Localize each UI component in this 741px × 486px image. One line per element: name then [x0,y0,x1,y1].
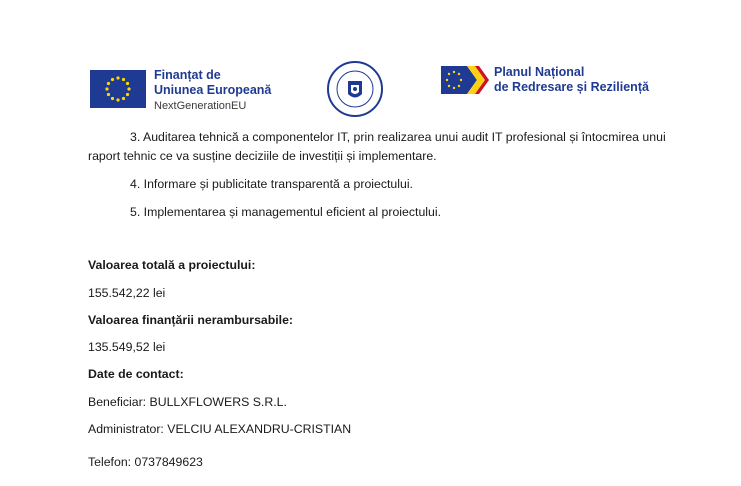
government-seal-icon [327,61,383,117]
administrator: Administrator: VELCIU ALEXANDRU-CRISTIAN [88,422,352,436]
header-logos [0,60,741,120]
grant-value-label: Valoarea finanțării nerambursabile: [88,313,294,327]
grant-value: 135.549,52 lei [88,340,166,354]
eu-star-icon [111,97,114,100]
pnrr-line2: de Redresare și Reziliență [494,80,649,94]
list-item-information: 4. Informare și publicitate transparentă a proiectului. [130,177,413,191]
document-body [88,128,668,222]
contact-label: Date de contact: [88,367,184,381]
eu-star-icon [107,82,110,85]
eu-star-icon [126,82,129,85]
phone: Telefon: 0737849623 [88,455,203,469]
list-item-audit: 3. Auditarea tehnică a componentelor IT, prin realizarea unui audit IT profesional și întocmirea unui raport tehnic ce va susține deciziile de investiții și implementare. [88,130,666,163]
eu-star-icon [111,78,114,81]
eu-star-icon [127,87,130,90]
eu-line1: Finanțat de [154,68,221,82]
pnrr-flag-icon [441,66,489,94]
eu-star-icon [122,97,125,100]
eu-line2: Uniunea Europeană [154,83,272,97]
eu-star-icon [126,93,129,96]
eu-star-icon [105,87,108,90]
eu-flag-icon [90,70,146,108]
eu-star-icon [116,98,119,101]
list-item-implementation: 5. Implementarea și managementul eficient al proiectului. [130,205,442,219]
eu-line3: NextGenerationEU [154,100,247,112]
pnrr-line1: Planul Național [494,65,585,79]
pnrr-text [494,65,649,95]
total-value: 155.542,22 lei [88,286,166,300]
eu-star-icon [107,93,110,96]
eu-funding-text [154,68,271,114]
total-value-label: Valoarea totală a proiectului: [88,258,256,272]
eu-star-icon [122,78,125,81]
beneficiary: Beneficiar: BULLXFLOWERS S.R.L. [88,395,287,409]
eu-star-icon [116,76,119,79]
